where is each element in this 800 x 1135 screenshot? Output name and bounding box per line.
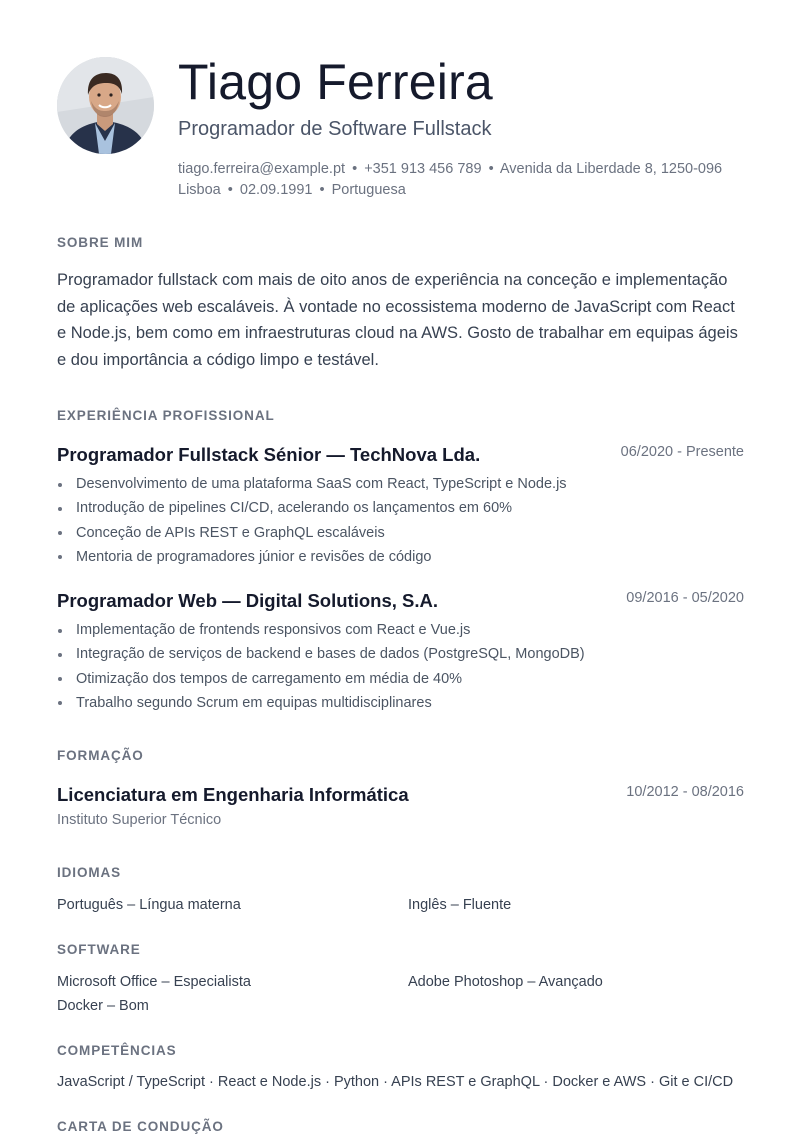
candidate-name: Tiago Ferreira <box>178 54 493 110</box>
contact-info <box>178 159 758 200</box>
job-bullets <box>57 618 585 715</box>
job-bullet: Mentoria de programadores júnior e revisões de código <box>57 545 567 569</box>
contact-separator: • <box>319 181 325 198</box>
degree-dates: 10/2012 - 08/2016 <box>626 784 744 800</box>
contact-address-street: Avenida da Liberdade 8, 1250-096 <box>499 161 723 177</box>
section-title-experience: EXPERIÊNCIA PROFISSIONAL <box>57 408 275 423</box>
job-title: Programador Web — Digital Solutions, S.A. <box>57 590 439 611</box>
job-bullet: Introdução de pipelines CI/CD, acelerando os lançamentos em 60% <box>57 496 567 520</box>
job-title: Programador Fullstack Sénior — TechNova Lda. <box>57 444 481 465</box>
language-item: Inglês – Fluente <box>408 897 512 913</box>
degree-title: Licenciatura em Engenharia Informática <box>57 784 409 805</box>
section-title-software: SOFTWARE <box>57 942 141 957</box>
software-item: Docker – Bom <box>57 998 149 1014</box>
software-item: Adobe Photoshop – Avançado <box>408 974 603 990</box>
section-title-driving: CARTA DE CONDUÇÃO <box>57 1119 224 1134</box>
contact-email: tiago.ferreira@example.pt <box>178 161 346 177</box>
contact-separator: • <box>227 181 233 198</box>
job-bullet: Desenvolvimento de uma plataforma SaaS com React, TypeScript e Node.js <box>57 472 567 496</box>
section-title-about: SOBRE MIM <box>57 235 144 250</box>
contact-separator: • <box>352 161 358 177</box>
about-text: Programador fullstack com mais de oito anos de experiência na conceção e implementação de aplicações web escaláveis. À vontade no ecossistema moderno de JavaScript com React e Node.js, bem como em infraestruturas cloud na AWS. Gosto de trabalhar em equipas ágeis e dou importância a código limpo e testável. <box>57 271 738 369</box>
contact-separator: • <box>488 161 494 177</box>
job-dates: 09/2016 - 05/2020 <box>626 590 744 606</box>
job-bullet: Integração de serviços de backend e bases de dados (PostgreSQL, MongoDB) <box>57 642 585 666</box>
avatar <box>57 57 154 154</box>
contact-birthdate: 02.09.1991 <box>239 181 313 198</box>
job-bullets <box>57 472 567 569</box>
contact-address-city: Lisboa <box>178 181 221 198</box>
contact-phone: +351 913 456 789 <box>364 161 482 177</box>
contact-nationality: Portuguesa <box>331 181 406 198</box>
job-dates: 06/2020 - Presente <box>620 444 744 460</box>
job-bullet: Conceção de APIs REST e GraphQL escaláveis <box>57 521 567 545</box>
profile-photo <box>57 57 154 154</box>
degree-institution: Instituto Superior Técnico <box>57 812 222 828</box>
skills-list: JavaScript / TypeScript · React e Node.js · Python · APIs REST e GraphQL · Docker e AWS · Git e CI/CD <box>57 1074 734 1090</box>
job-bullet: Otimização dos tempos de carregamento em média de 40% <box>57 667 585 691</box>
section-title-skills: COMPETÊNCIAS <box>57 1043 177 1058</box>
software-item: Microsoft Office – Especialista <box>57 974 251 990</box>
candidate-role: Programador de Software Fullstack <box>178 118 492 140</box>
language-item: Português – Língua materna <box>57 897 241 913</box>
section-title-education: FORMAÇÃO <box>57 748 144 763</box>
section-title-languages: IDIOMAS <box>57 865 122 880</box>
job-bullet: Implementação de frontends responsivos com React e Vue.js <box>57 618 585 642</box>
job-bullet: Trabalho segundo Scrum em equipas multidisciplinares <box>57 691 585 715</box>
